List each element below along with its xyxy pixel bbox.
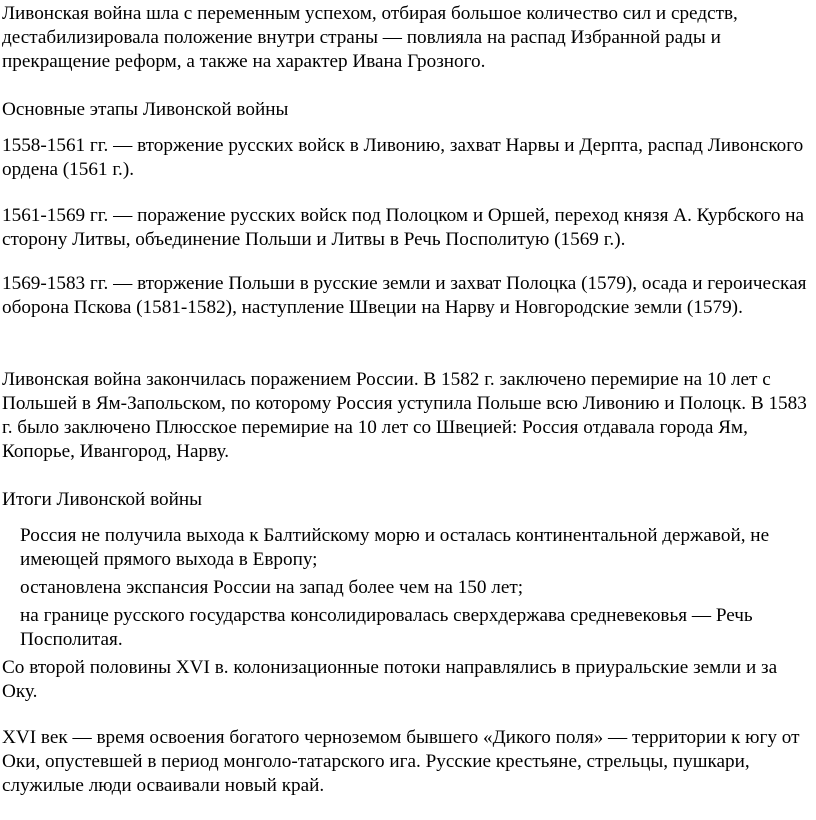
result-item: на границе русского государства консолидировалась сверхдержава средневековья — Речь Посполитая. <box>20 605 753 650</box>
stage-2-paragraph: 1561-1569 гг. — поражение русских войск под Полоцком и Оршей, переход князя А. Курбского на сторону Литвы, объединение Польши и Литвы в Речь Посполитую (1569 г.). <box>2 205 804 250</box>
stage-1-paragraph: 1558-1561 гг. — вторжение русских войск в Ливонию, захват Нарвы и Дерпта, распад Ливонского ордена (1561 г.). <box>2 135 804 180</box>
ending-paragraph: Ливонская война закончилась поражением России. В 1582 г. заключено перемирие на 10 лет с Польшей в Ям-Запольском, по которому Россия уступила Польше всю Ливонию и Полоцк. В 1583 г. было заключено Плюсское перемирие на 10 лет со Швецией: Россия отдавала города Ям, Копорье, Ивангород, Нарву. <box>2 369 807 462</box>
stages-heading: Основные этапы Ливонской войны <box>2 99 289 120</box>
results-heading: Итоги Ливонской войны <box>2 489 203 510</box>
stage-3-paragraph: 1569-1583 гг. — вторжение Польши в русские земли и захват Полоцка (1579), осада и героическая оборона Пскова (1581-1582), наступление Швеции на Нарву и Новгородские земли (1579). <box>2 273 807 318</box>
colonization-paragraph: Со второй половины XVI в. колонизационные потоки направлялись в приуральские земли и за Оку. <box>2 657 778 702</box>
result-item: Россия не получила выхода к Балтийскому морю и осталась континентальной державой, не имеющей прямого выхода в Европу; <box>20 525 770 570</box>
intro-paragraph: Ливонская война шла с переменным успехом, отбирая большое количество сил и средств, дестабилизировала положение внутри страны — повлияла на распад Избранной рады и прекращение реформ, а также на характер Ивана Грозного. <box>2 3 738 72</box>
wild-field-paragraph: XVI век — время освоения богатого черноземом бывшего «Дикого поля» — территории к югу от Оки, опустевшей в период монголо-татарского ига. Русские крестьяне, стрельцы, пушкари, служилые люди осваивали новый край. <box>2 727 800 796</box>
result-item: остановлена экспансия России на запад более чем на 150 лет; <box>20 577 524 598</box>
